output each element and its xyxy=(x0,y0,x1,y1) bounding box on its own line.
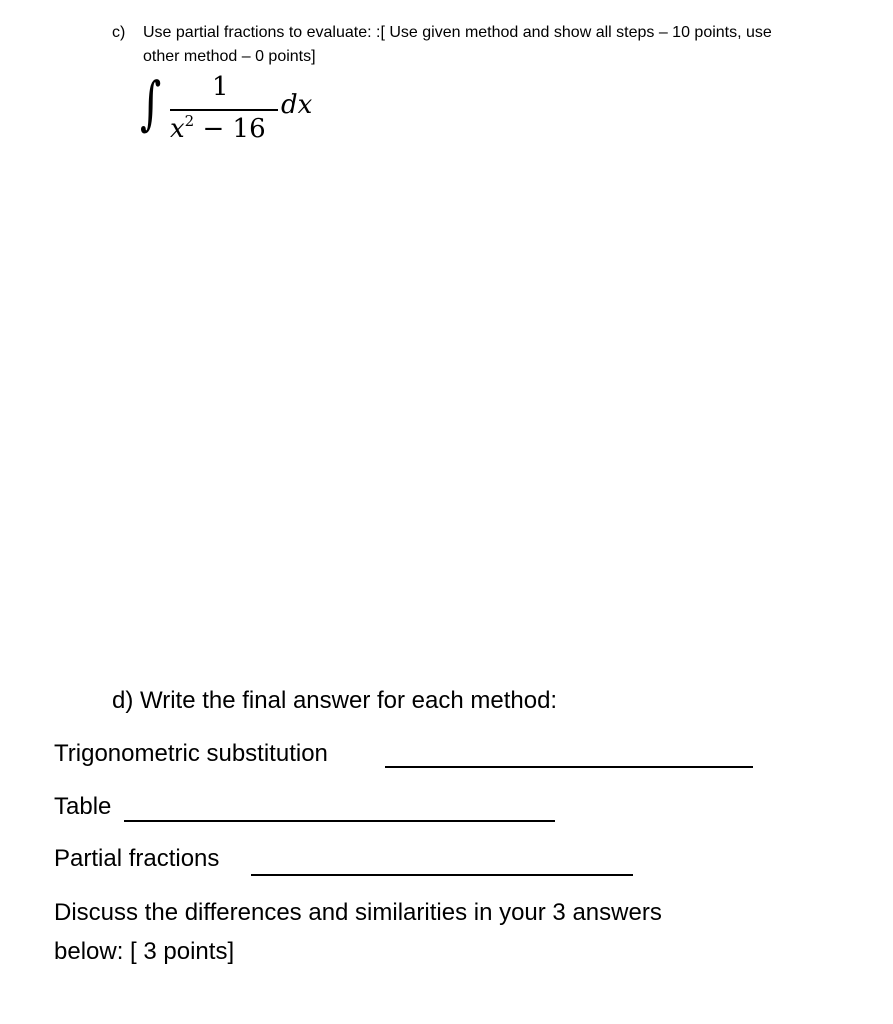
part-c-label: c) xyxy=(112,24,126,41)
answer-label-partial-fractions: Partial fractions xyxy=(54,845,220,872)
discuss-prompt-line1: Discuss the differences and similarities in your 3 answers xyxy=(54,899,662,926)
answer-label-table: Table xyxy=(54,793,112,820)
part-d-heading: d) Write the final answer for each method: xyxy=(112,687,558,714)
answer-blank-trig-substitution[interactable] xyxy=(385,766,753,768)
answer-label-trig-substitution: Trigonometric substitution xyxy=(54,740,328,767)
fraction-bar xyxy=(170,109,278,111)
part-c-instructions-line1: Use partial fractions to evaluate: :[ Use given method and show all steps – 10 points, use xyxy=(143,24,772,41)
integral-differential: dx xyxy=(281,90,313,120)
fraction-denominator xyxy=(170,114,266,142)
denominator-variable: x xyxy=(170,114,185,144)
integral-sign: ∫ xyxy=(140,69,162,137)
denominator-constant: − 16 xyxy=(194,114,266,144)
discuss-prompt-line2: below: [ 3 points] xyxy=(54,938,235,965)
denominator-exponent: 2 xyxy=(184,112,195,130)
fraction-numerator: 1 xyxy=(212,72,229,102)
answer-blank-partial-fractions[interactable] xyxy=(251,874,633,876)
part-c-instructions-line2: other method – 0 points] xyxy=(143,48,316,65)
answer-blank-table[interactable] xyxy=(124,820,555,822)
